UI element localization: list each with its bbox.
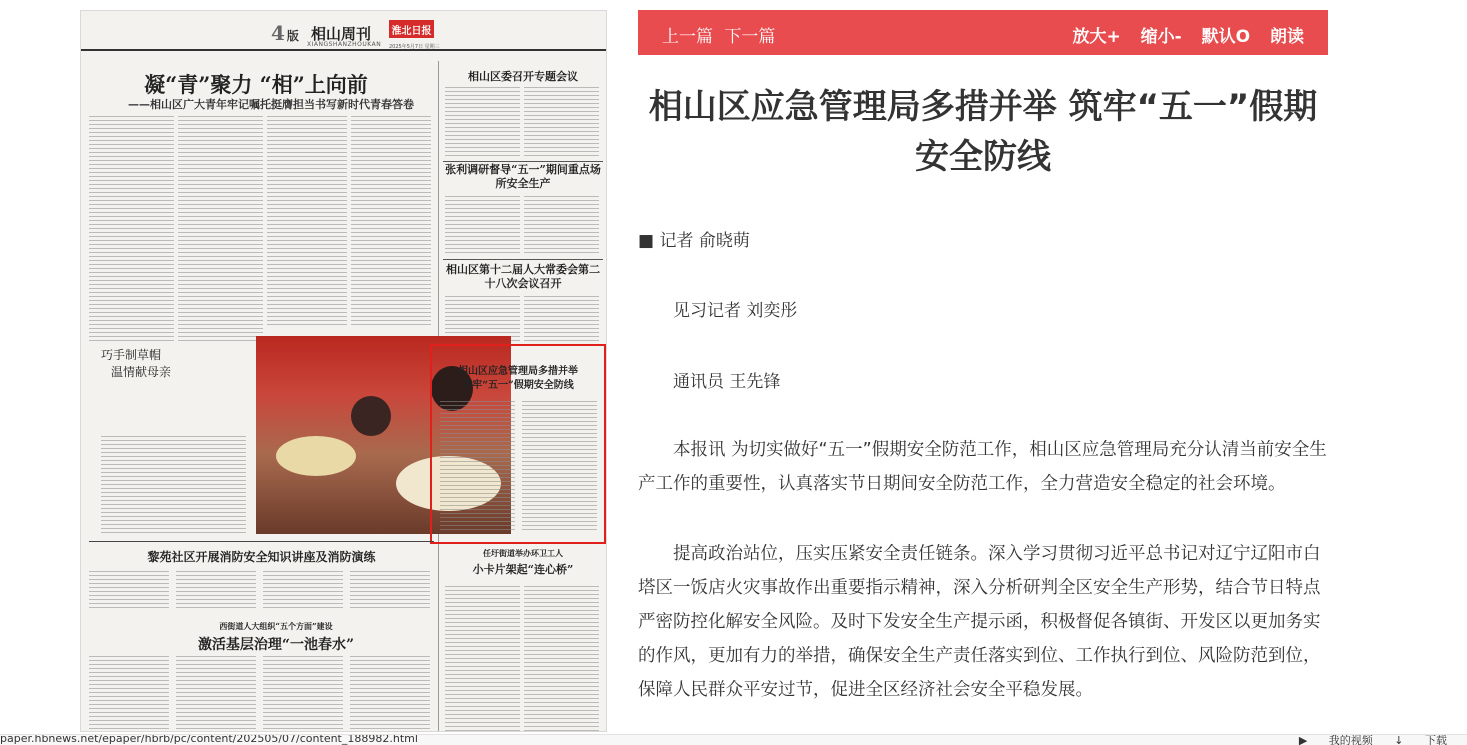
- side-title-2: 温情献母亲: [111, 365, 172, 379]
- text-column: [263, 656, 343, 731]
- browser-status-bar: [0, 734, 1467, 745]
- next-article-link[interactable]: 下一篇: [724, 27, 776, 47]
- article-nav: [662, 22, 781, 47]
- text-column: [178, 116, 263, 341]
- headline-separator: [443, 161, 603, 162]
- side-title-1: 巧手制草帽: [101, 348, 162, 362]
- side-feature[interactable]: [101, 346, 251, 406]
- text-column: [524, 196, 599, 256]
- bottom-headline[interactable]: 黎苑社区开展消防安全知识讲座及消防演练: [147, 550, 376, 564]
- article-paragraph: 本报讯 为切实做好“五一”假期安全防范工作，相山区应急管理局充分认清当前安全生产工作的重要性，认真落实节日期间安全防范工作，全力营造安全稳定的社会环境。: [638, 440, 1327, 494]
- lower-kicker: 西街道人大组织“五个方面”建设: [219, 621, 333, 631]
- article-title: 相山区应急管理局多措并举 筑牢“五一”假期安全防线: [648, 87, 1318, 177]
- right-headline-3[interactable]: 相山区第十二届人大常委会第二十八次会议召开: [446, 263, 600, 290]
- text-column: [89, 571, 169, 611]
- text-column: [524, 586, 599, 731]
- right-headline-1[interactable]: 相山区委召开专题会议: [468, 70, 578, 83]
- text-column: [522, 401, 597, 531]
- article-paragraph: 提高政治站位，压实压紧安全责任链条。深入学习贯彻习近平总书记对辽宁辽阳市白塔区一饭店火灾事故作出重要指示精神，深入分析研判全区安全生产形势，结合节日特点严密防控化解安全风险。及时下发安全生产提示函，积极督促各镇街、开发区以更加务实的作风，更加有力的举措，确保安全生产责任落实到位、工作执行到位、风险防范到位，保障人民群众平安过节，促进全区经济社会安全平稳发展。: [638, 544, 1321, 700]
- bottom-right-headline[interactable]: 小卡片架起“连心桥”: [472, 563, 574, 576]
- zoom-in-button[interactable]: 放大+: [1072, 27, 1121, 47]
- lead-headline[interactable]: 凝“青”聚力 “相”上向前: [144, 72, 368, 97]
- prev-article-link[interactable]: 上一篇: [662, 27, 713, 47]
- section-pinyin: XIANGSHANZHOUKAN: [307, 41, 382, 48]
- default-size-button[interactable]: 默认O: [1201, 27, 1251, 47]
- text-column: [524, 87, 599, 157]
- status-url: paper.hbnews.net/epaper/hbrb/pc/content/202505/07/content_188982.html: [0, 734, 418, 745]
- text-column: [440, 401, 515, 531]
- issue-date: 2025年5月7日 星期三: [389, 44, 440, 50]
- headline-separator: [443, 259, 603, 260]
- text-column: [176, 571, 256, 611]
- text-column: [445, 196, 520, 256]
- text-column: [524, 296, 599, 341]
- newspaper-header: [81, 11, 606, 51]
- text-column: [350, 571, 430, 611]
- text-column: [445, 586, 520, 731]
- right-headline-2[interactable]: 张利调研督导“五一”期间重点场所安全生产: [445, 163, 601, 190]
- article-toolbar: [638, 10, 1328, 55]
- text-column: [351, 116, 431, 328]
- text-column: [89, 656, 169, 731]
- newspaper-page[interactable]: [80, 10, 607, 732]
- status-tools: [1281, 734, 1447, 745]
- zoom-out-button[interactable]: 缩小-: [1140, 27, 1182, 47]
- text-column: [176, 656, 256, 731]
- text-column: [89, 116, 174, 341]
- section-title: 相山周刊: [311, 25, 372, 43]
- read-aloud-button[interactable]: 朗读: [1270, 27, 1304, 47]
- reporter-byline: ■ 记者 俞晓萌: [638, 231, 750, 251]
- text-tools: [1058, 22, 1304, 47]
- newspaper-logo: 淮北日报: [389, 20, 434, 38]
- text-column: [101, 436, 246, 536]
- trainee-byline: 见习记者 刘奕彤: [673, 301, 798, 321]
- section-divider: [89, 541, 434, 542]
- lower-headline[interactable]: 激活基层治理“一池春水”: [197, 637, 355, 653]
- text-column: [445, 296, 520, 341]
- text-column: [263, 571, 343, 611]
- lead-subheadline: ——相山区广大青年牢记嘱托挺膺担当书写新时代青春答卷: [128, 98, 414, 111]
- text-column: [445, 87, 520, 157]
- highlighted-article-box[interactable]: [430, 344, 606, 544]
- person-shape: [351, 396, 391, 436]
- bottom-right-kicker: 任圩街道举办环卫工人: [483, 548, 563, 558]
- highlighted-headline-2: 筑牢“五一”假期安全防线: [462, 380, 574, 391]
- text-column: [267, 116, 347, 328]
- download-button[interactable]: ↓ 下载: [1394, 734, 1447, 745]
- page-number: 4 版: [271, 21, 299, 45]
- straw-hat-shape: [276, 436, 356, 476]
- text-column: [350, 656, 430, 731]
- my-video-button[interactable]: ▶ 我的视频: [1298, 734, 1373, 745]
- correspondent-byline: 通讯员 王先锋: [673, 372, 781, 392]
- highlighted-headline-1: 相山区应急管理局多措并举: [458, 366, 578, 377]
